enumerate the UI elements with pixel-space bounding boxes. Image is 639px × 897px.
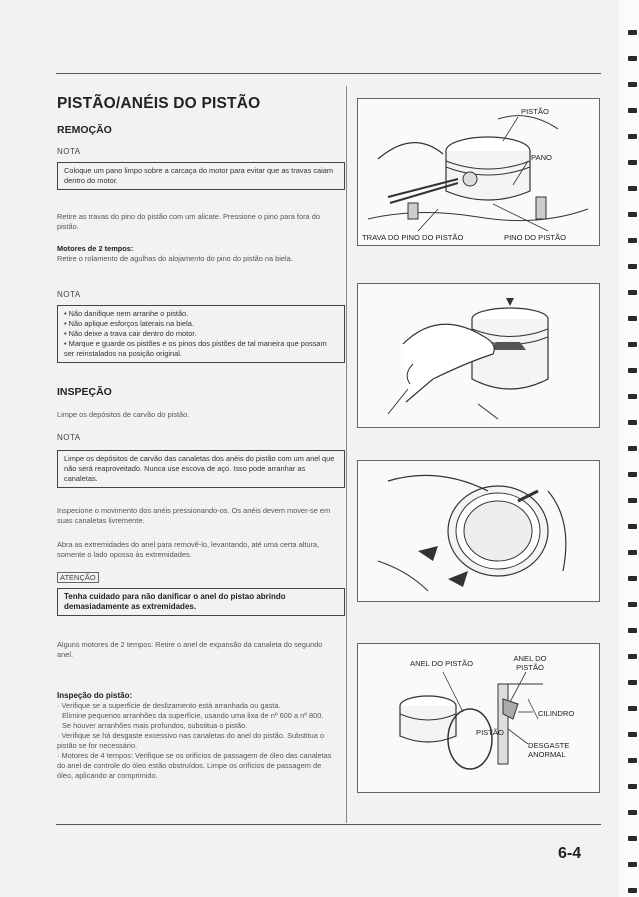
attention-box: Tenha cuidado para não danificar o anel do pistao abrindo demasiadamente as extremidades. — [57, 588, 345, 616]
list-item: · Verifique se há desgaste excessivo nas canaletas do anel do pistão. Substitua o pistão se for necessário. — [57, 731, 325, 750]
ring-inspection-illustration — [358, 461, 599, 601]
figure-label-pano: PANO — [531, 153, 552, 162]
list-item: · Motores de 4 tempos: Verifique se os orifícios de passagem de óleo das canaletas do anel de controle do óleo estão obstruídos. Limpe os orifícios de passagem de óleo, aplicando ar comprimido. — [57, 751, 332, 780]
figure-label-cilindro: CILINDRO — [538, 709, 575, 718]
binding-mark — [628, 862, 637, 867]
page-title: PISTÃO/ANÉIS DO PISTÃO — [57, 95, 261, 112]
binding-mark — [628, 628, 637, 633]
piston-cleaning-illustration — [358, 284, 599, 427]
binding-mark — [628, 186, 637, 191]
cylinder-wear-illustration — [358, 644, 599, 792]
binding-mark — [628, 524, 637, 529]
removal-paragraph: Retire as travas do pino do pistão com um alicate. Pressione o pino para fora do pistão. — [57, 212, 320, 231]
binding-mark — [628, 836, 637, 841]
note-item: • Não danifique nem arranhe o pistão. — [64, 309, 338, 319]
two-stroke-text: Retire o rolamento de agulhas do alojamento do pino do pistão na biela. — [57, 254, 293, 263]
note-box-2 — [57, 305, 345, 363]
binding-mark — [628, 30, 637, 35]
binding-mark — [628, 420, 637, 425]
binding-mark — [628, 888, 637, 893]
note-item: • Não deixe a trava cair dentro do motor. — [64, 329, 338, 339]
page-number: 6-4 — [558, 845, 582, 862]
binding-mark — [628, 784, 637, 789]
note-label-2: NOTA — [57, 290, 81, 299]
binding-mark — [628, 134, 637, 139]
figure-label-pistao: PISTÃO — [521, 107, 549, 116]
piston-inspection-list — [57, 691, 337, 781]
binding-mark — [628, 602, 637, 607]
note-box-3: Limpe os depósitos de carvão das canaletas dos anéis do pistão com um anel que não será reaproveitado. Nunca use escova de aço. Isso pode arranhar as canaletas. — [57, 450, 345, 488]
figure-label-anel-pistao: ANEL DO PISTÃO — [410, 659, 474, 668]
attention-label: ATENÇÃO — [57, 572, 99, 583]
column-divider — [346, 86, 347, 823]
two-stroke-label: Motores de 2 tempos: — [57, 244, 134, 253]
binding-mark — [628, 316, 637, 321]
figure-label-trava: TRAVA DO PINO DO PISTÃO — [362, 233, 464, 242]
binding-mark — [628, 290, 637, 295]
list-item: Se houver arranhões mais profundos, substitua o pistão. — [62, 721, 248, 730]
binding-mark — [628, 108, 637, 113]
inspection-heading: INSPEÇÃO — [57, 386, 112, 398]
figure-label-pistao: PISTÃO — [476, 728, 504, 737]
list-item: Elimine pequenos arranhões da superfície, usando uma lixa de nº 600 a nº 800. — [62, 711, 324, 720]
figure-ring-inspection — [357, 460, 600, 602]
piston-inspection-label: Inspeção do pistão: — [57, 691, 133, 700]
binding-mark — [628, 160, 637, 165]
piston-removal-illustration — [358, 99, 599, 245]
figure-label-anel-do-pistao: ANEL DO PISTÃO — [513, 654, 547, 672]
binding-mark — [628, 82, 637, 87]
note-box: Coloque um pano limpo sobre a carcaça do motor para evitar que as travas caiam dentro do motor. — [57, 162, 345, 190]
binding-mark — [628, 342, 637, 347]
two-stroke-section — [57, 244, 337, 264]
removal-heading: REMOÇÃO — [57, 124, 112, 136]
binding-mark — [628, 706, 637, 711]
binding-mark — [628, 680, 637, 685]
note-label-3: NOTA — [57, 433, 81, 442]
binding-mark — [628, 576, 637, 581]
inspection-paragraph-3: Abra as extremidades do anel para removê-lo, levantando, até uma certa altura, somente o lado oposso às extremidades. — [57, 540, 320, 559]
figure-ring-cylinder-wear — [357, 643, 600, 793]
binding-mark — [628, 654, 637, 659]
binding-mark — [628, 732, 637, 737]
binding-mark — [628, 212, 637, 217]
binding-mark — [628, 56, 637, 61]
list-item: · Verifique se a superfície de deslizamento está arranhada ou gasta. — [57, 701, 281, 710]
binding-mark — [628, 550, 637, 555]
top-rule — [56, 73, 601, 74]
binding-mark — [628, 498, 637, 503]
binding-mark — [628, 758, 637, 763]
note-item: • Não aplique esforços laterais na biela. — [64, 319, 338, 329]
inspection-paragraph-2: Inspecione o movimento dos anéis pressionando-os. Os anéis devem mover-se em suas canaletas livremente. — [57, 506, 331, 525]
binding-mark — [628, 810, 637, 815]
binding-mark — [628, 238, 637, 243]
binding-mark — [628, 368, 637, 373]
binding-mark — [628, 472, 637, 477]
binding-mark — [628, 394, 637, 399]
figure-label-pino: PINO DO PISTÃO — [504, 233, 567, 242]
inspection-paragraph-4: Alguns motores de 2 tempos: Retire o anel de expansão da canaleta do segundo anel. — [57, 640, 323, 659]
binding-mark — [628, 446, 637, 451]
note-item: • Marque e guarde os pistões e os pinos dos pistões de tal maneira que possam ser reinstalados na posição original. — [64, 339, 338, 359]
figure-piston-pin-removal — [357, 98, 600, 246]
binding-edge — [619, 0, 639, 897]
note-label: NOTA — [57, 147, 81, 156]
bottom-rule — [56, 824, 601, 825]
binding-mark — [628, 264, 637, 269]
inspection-paragraph-1: Limpe os depósitos de carvão do pistão. — [57, 410, 190, 419]
figure-piston-carbon-cleaning — [357, 283, 600, 428]
figure-label-desgaste: DESGASTE ANORMAL — [528, 741, 570, 759]
